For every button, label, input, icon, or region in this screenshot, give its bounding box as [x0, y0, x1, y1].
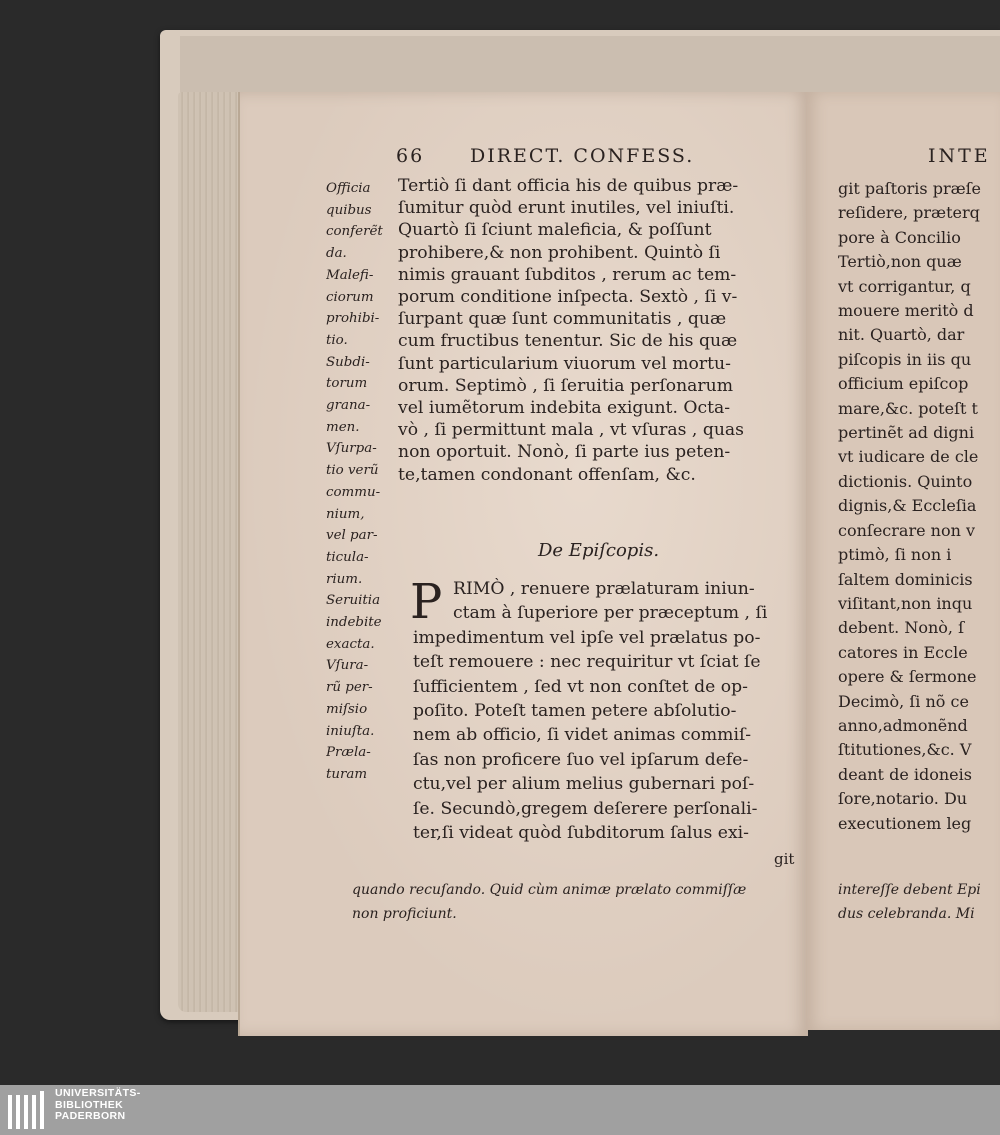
text-line: ſe. Secundò,gregem deſerere perſonali- [413, 798, 758, 819]
text-line: nimis grauant ſubditos , rerum ac tem- [398, 264, 737, 285]
library-footer-bar [0, 1085, 1000, 1135]
text-line: ſtitutiones,&c. V [838, 740, 972, 760]
text-line: ptimò, ſi non i [838, 545, 952, 565]
text-line: pertinẽt ad digni [838, 423, 975, 443]
text-line: mare,&c. poteſt t [838, 398, 978, 418]
text-line: orum. Septimò , ſi ſeruitia perſonarum [398, 375, 733, 396]
text-line: piſcopis in iis qu [838, 349, 972, 369]
margin-note: grana- [326, 398, 371, 414]
text-line: ſunt particularium viuorum vel mortu- [398, 353, 731, 374]
margin-note: men. [326, 419, 360, 435]
margin-note: Vſura- [326, 658, 369, 674]
text-line: reſidere, præterq [838, 203, 980, 223]
text-line: mouere meritò d [838, 301, 974, 321]
text-line: poſito. Poteſt tamen petere abſolutio- [413, 701, 737, 722]
footnote-line: non proficiunt. [352, 906, 457, 922]
text-line: vel iumẽtorum indebita exigunt. Octa- [398, 398, 731, 419]
text-line: Decimò, ſi nõ ce [838, 691, 969, 711]
margin-note: conferẽt [326, 224, 383, 240]
margin-note: commu- [326, 484, 381, 500]
text-line: git paſtoris præſe [838, 179, 982, 198]
margin-note: rũ per- [326, 680, 373, 696]
text-line: ſumitur quòd erunt inutiles, vel iniuſti. [398, 198, 735, 219]
text-line: RIMÒ , renuere prælaturam iniun- [453, 579, 755, 599]
text-line: ſas non proficere ſuo vel ipſarum defe- [413, 749, 749, 770]
running-head-title: DIRECT. CONFESS. [470, 145, 695, 167]
margin-note: torum [326, 376, 368, 392]
margin-note: tio. [326, 332, 348, 348]
text-line: impedimentum vel ipſe vel prælatus po- [413, 627, 761, 648]
running-head-right: INTE [928, 145, 991, 167]
text-line: Tertiò ſi dant officia his de quibus præ- [398, 176, 739, 196]
text-line: Quartò ſi ſciunt maleficia, & poſſunt [398, 220, 712, 241]
text-line: nem ab officio, ſi videt animas commiſ- [413, 725, 752, 746]
margin-note: quibus [326, 202, 372, 218]
text-line: nit. Quartò, dar [838, 325, 965, 345]
text-line: non oportuit. Nonò, ſi parte ius peten- [398, 442, 731, 463]
text-line: ctu,vel per alium melius gubernari poſ- [413, 774, 755, 795]
running-head-left [396, 145, 796, 169]
section-heading: De Epiſcopis. [538, 540, 660, 561]
text-line: officium epiſcop [838, 374, 969, 394]
margin-note: Officia [326, 181, 371, 196]
margin-note: da. [326, 246, 347, 262]
text-line: porum conditione inſpecta. Sextò , ſi v- [398, 287, 738, 308]
text-line: deant de idoneis [838, 764, 972, 784]
margin-notes [326, 178, 398, 786]
right-page-text [838, 177, 1000, 836]
margin-note: tio verũ [326, 463, 379, 479]
margin-note: Subdi- [326, 354, 370, 370]
margin-note: vel par- [326, 528, 378, 544]
margin-note: ciorum [326, 289, 374, 305]
text-line: ter,ſi videat quòd ſubditorum ſalus exi- [413, 823, 749, 844]
text-line: vt iudicare de cle [838, 447, 979, 467]
footnote-left [352, 878, 802, 926]
text-line: ſufficientem , ſed vt non conſtet de op- [413, 676, 748, 697]
text-line: cum fructibus tenentur. Sic de his quæ [398, 331, 738, 352]
text-line: opere & ſermone [838, 667, 977, 687]
text-line: conſecrare non v [838, 520, 976, 540]
margin-note: exacta. [326, 636, 375, 652]
text-line: ſore,notario. Du [838, 789, 968, 809]
margin-note: iniuſta. [326, 723, 375, 739]
margin-note: indebite [326, 615, 382, 631]
body-text [398, 175, 800, 486]
margin-note: prohibi- [326, 311, 380, 327]
footnote-line: intereſſe debent Epi [838, 882, 981, 898]
text-line: executionem leg [838, 813, 972, 833]
library-logo-icon [6, 1089, 46, 1131]
text-line: teſt remouere : nec requiritur vt ſciat ſe [413, 652, 761, 673]
margin-note: Præla- [326, 745, 371, 761]
footnote-line: quando recuſando. Quid cùm animæ prælato commiſſæ [352, 882, 747, 898]
margin-note: turam [326, 766, 368, 782]
text-line: dignis,& Eccleſia [838, 496, 977, 516]
library-name-line: UNIVERSITÄTS- [55, 1087, 141, 1099]
page-number: 66 [396, 145, 425, 167]
text-line: catores in Eccle [838, 642, 968, 662]
margin-note: Seruitia [326, 593, 381, 609]
text-line: prohibere,& non prohibent. Quintò ſi [398, 242, 721, 263]
text-line: viſitant,non inqu [838, 593, 973, 613]
margin-note: nium, [326, 506, 365, 522]
section-text [413, 577, 803, 845]
footnote-line: dus celebranda. Mi [838, 906, 975, 922]
text-line: debent. Nonò, ſ [838, 618, 964, 638]
margin-note: miſsio [326, 701, 368, 717]
library-name-line: PADERBORN [55, 1110, 126, 1122]
text-line: te,tamen condonant offenſam, &c. [398, 464, 696, 485]
text-line: Tertiò,non quæ [838, 252, 962, 272]
text-line: vò , ſi permittunt mala , vt vſuras , quas [398, 420, 744, 441]
text-line: ctam à ſuperiore per præceptum , ſi [453, 603, 768, 624]
margin-note: Malefi- [326, 267, 374, 283]
drop-cap: P [410, 574, 443, 630]
text-line: dictionis. Quinto [838, 471, 973, 491]
library-name-line: BIBLIOTHEK [55, 1098, 124, 1111]
text-line: vt corrigantur, q [838, 276, 971, 296]
text-line: ſaltem dominicis [838, 569, 973, 589]
margin-note: ticula- [326, 549, 369, 565]
margin-note: rium. [326, 571, 363, 587]
text-line: ſurpant quæ ſunt communitatis , quæ [398, 309, 727, 330]
catchword: git [774, 850, 795, 868]
text-line: pore à Concilio [838, 227, 961, 247]
library-name [55, 1088, 141, 1123]
margin-note: Vſurpa- [326, 441, 377, 457]
book-cover-edge [180, 36, 1000, 96]
text-line: anno,admonẽnd [838, 715, 968, 735]
footnote-right [838, 878, 1000, 926]
